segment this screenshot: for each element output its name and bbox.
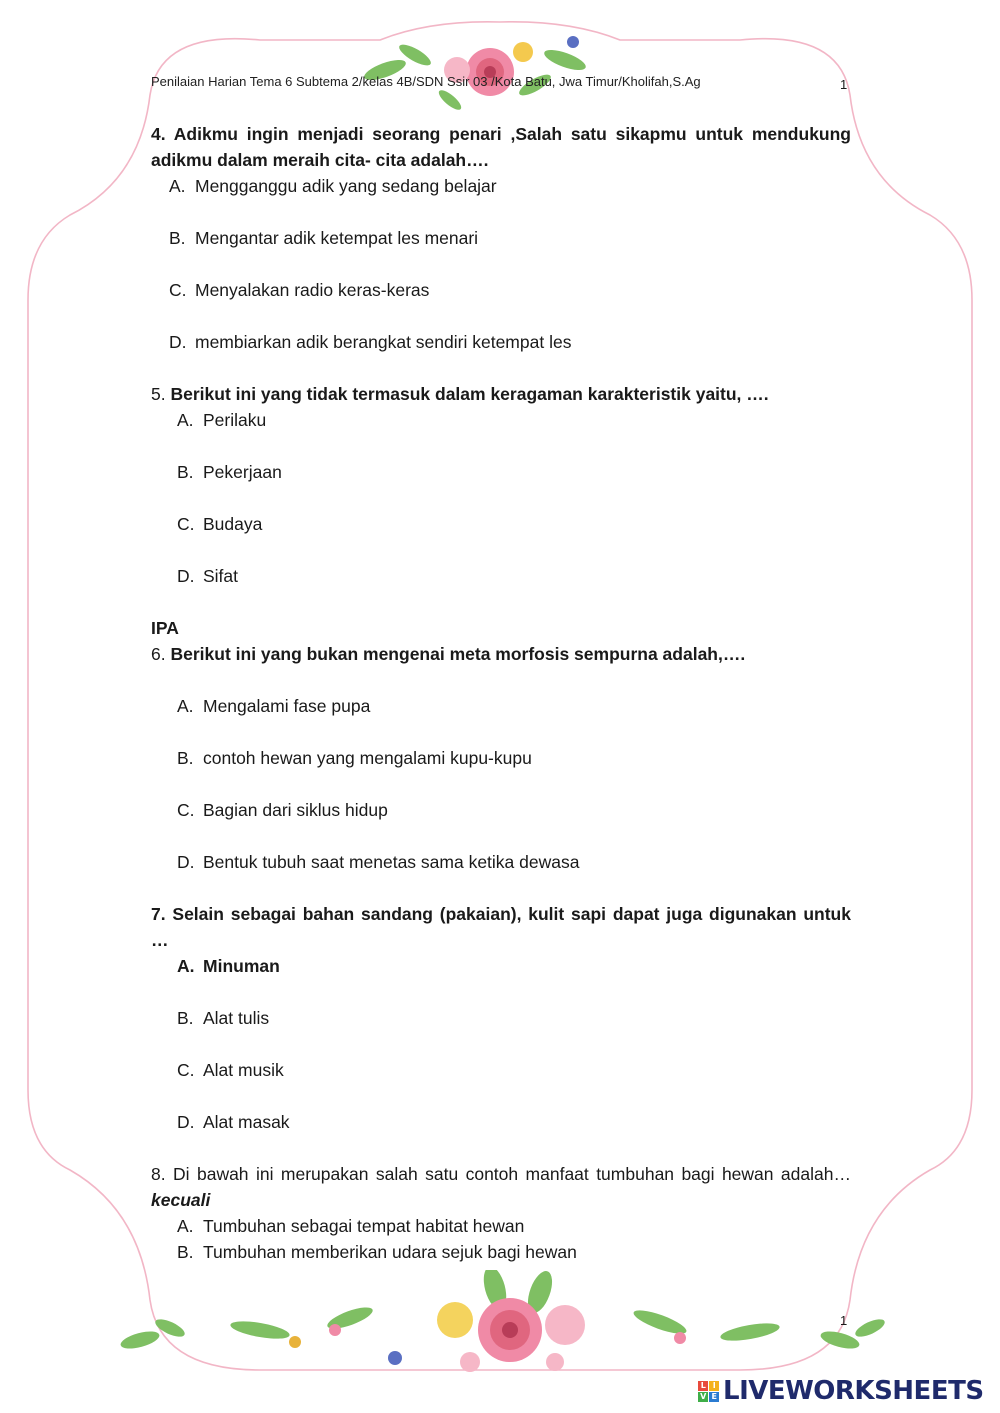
watermark-brand: LIVEWORKSHEETS — [723, 1376, 984, 1406]
bottom-floral-garland — [110, 1270, 900, 1390]
rose-icon — [289, 1298, 686, 1372]
page-number-bottom: 1 — [840, 1313, 848, 1328]
option-5a[interactable]: A. Perilaku — [177, 410, 267, 430]
option-8b[interactable]: B. Tumbuhan memberikan udara sejuk bagi hewan — [177, 1242, 577, 1262]
question-list — [151, 121, 851, 1265]
option-7b[interactable]: B. Alat tulis — [177, 1008, 270, 1028]
section-heading: IPA — [151, 618, 179, 638]
question-5: 5. Berikut ini yang tidak termasuk dalam keragaman karakteristik yaitu, …. — [151, 384, 769, 404]
option-6b[interactable]: B. contoh hewan yang mengalami kupu-kupu — [177, 748, 532, 768]
question-4: 4. Adikmu ingin menjadi seorang penari ,Salah satu sikapmu untuk mendukung adikmu dalam meraih cita- cita adalah…. — [151, 124, 851, 170]
option-7d[interactable]: D. Alat masak — [177, 1112, 290, 1132]
option-8a[interactable]: A. Tumbuhan sebagai tempat habitat hewan — [177, 1216, 525, 1236]
option-4b[interactable]: B. Mengantar adik ketempat les menari — [169, 228, 479, 248]
option-4c[interactable]: C. Menyalakan radio keras-keras — [169, 280, 430, 300]
option-5c[interactable]: C. Budaya — [177, 514, 263, 534]
option-5d[interactable]: D. Sifat — [177, 566, 239, 586]
option-7c[interactable]: C. Alat musik — [177, 1060, 284, 1080]
option-5b[interactable]: B. Pekerjaan — [177, 462, 282, 482]
option-6d[interactable]: D. Bentuk tubuh saat menetas sama ketika dewasa — [177, 852, 580, 872]
question-7: 7. Selain sebagai bahan sandang (pakaian), kulit sapi dapat juga digunakan untuk … — [151, 904, 851, 950]
liveworksheets-watermark[interactable] — [698, 1376, 984, 1406]
option-7a[interactable]: A. Minuman — [177, 956, 280, 976]
page-header: Penilaian Harian Tema 6 Subtema 2/kelas 4B/SDN Ssir 03 /Kota Batu, Jwa Timur/Kholifah,S.Ag — [151, 74, 701, 89]
option-6a[interactable]: A. Mengalami fase pupa — [177, 696, 371, 716]
page-number-top: 1 — [840, 77, 848, 92]
liveworksheets-logo-icon: L I V E — [698, 1381, 719, 1402]
option-4d[interactable]: D. membiarkan adik berangkat sendiri ketempat les — [169, 332, 572, 352]
question-6: 6. Berikut ini yang bukan mengenai meta morfosis sempurna adalah,…. — [151, 644, 746, 664]
question-8: 8. Di bawah ini merupakan salah satu contoh manfaat tumbuhan bagi hewan adalah…kecuali — [151, 1164, 851, 1210]
option-6c[interactable]: C. Bagian dari siklus hidup — [177, 800, 388, 820]
option-4a[interactable]: A. Mengganggu adik yang sedang belajar — [169, 176, 497, 196]
